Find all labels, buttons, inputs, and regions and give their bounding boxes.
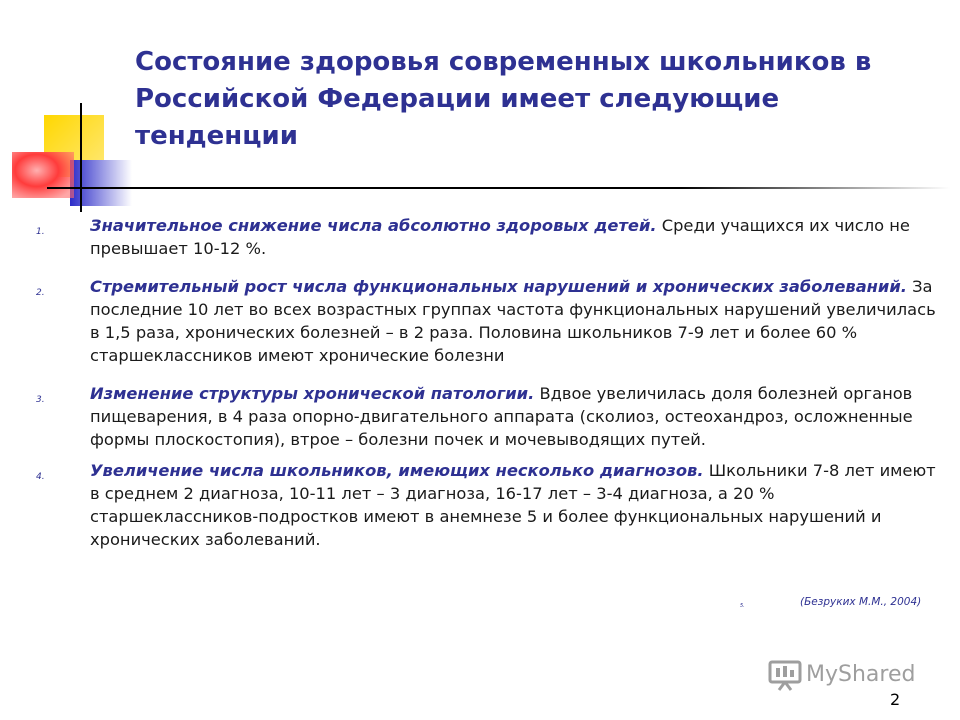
myshared-logo	[768, 657, 928, 691]
item-number: 4.	[36, 472, 45, 482]
item-lead: Значительное снижение числа абсолютно здоровых детей.	[90, 216, 657, 235]
item-text: Среди учащихся их число не превышает 10-12 %.	[90, 216, 910, 258]
item-text: Школьники 7-8 лет имеют в среднем 2 диагноза, 10-11 лет – 3 диагноза, 16-17 лет – 3-4 диагноза, а 20 % старшеклассников-подростков имеют в анемнезе 5 и более функциональных нарушений и хронических заболеваний.	[90, 461, 936, 549]
item-number: 3.	[36, 395, 45, 405]
item-text: За последние 10 лет во всех возрастных группах частота функциональных нарушений увеличилась в 1,5 раза, хронических болезней – в 2 раза. Половина школьников 7-9 лет и более 60 % старшеклассников имеют хронические болезни	[90, 277, 936, 365]
presentation-board-icon	[768, 657, 802, 691]
item-number: 2.	[36, 288, 45, 298]
red-square	[12, 152, 74, 198]
source-citation: (Безруких М.М., 2004)	[800, 596, 922, 608]
item-text: Вдвое увеличилась доля болезней органов пищеварения, в 4 раза опорно-двигательного аппарата (сколиоз, остеохандроз, осложненные формы плоскостопия), втрое – болезни почек и мочевыводящих путей.	[90, 384, 913, 449]
item-lead: Изменение структуры хронической патологии.	[90, 384, 535, 403]
item-lead: Стремительный рост числа функциональных нарушений и хронических заболеваний.	[90, 277, 907, 296]
logo-text: MyShared	[806, 661, 916, 687]
blue-square	[70, 160, 132, 206]
item-lead: Увеличение числа школьников, имеющих несколько диагнозов.	[90, 461, 704, 480]
list-item	[36, 459, 936, 551]
item-number: 1.	[36, 227, 45, 237]
list-item	[36, 275, 936, 367]
page-number: 2	[890, 690, 901, 709]
list-item	[36, 214, 936, 260]
title-rule	[47, 187, 950, 189]
slide-title: Состояние здоровья современных школьников в Российской Федерации имеет следующие тенденции	[135, 47, 872, 151]
source-marker: 5.	[740, 603, 745, 609]
list-item	[36, 382, 936, 451]
tendency-list	[36, 214, 936, 551]
